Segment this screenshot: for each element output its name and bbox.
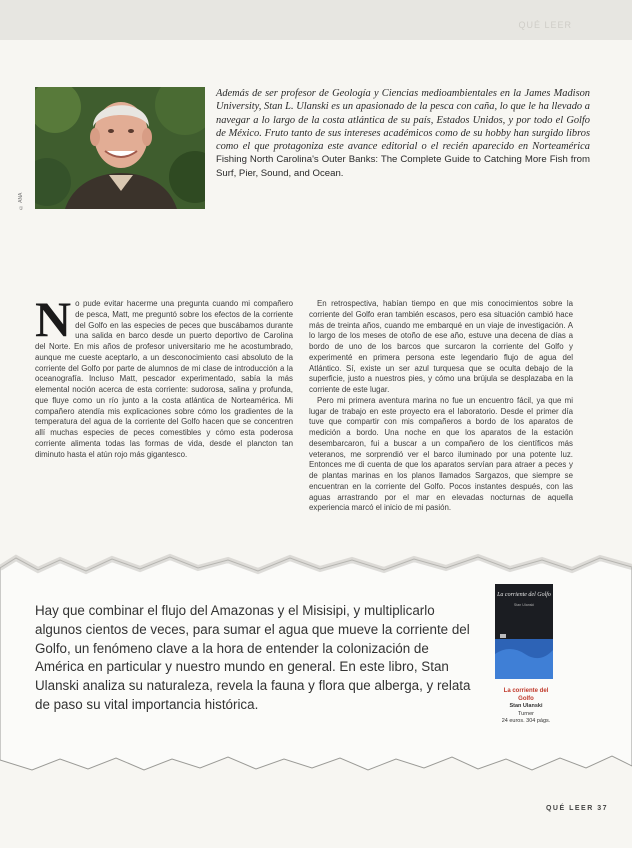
article-paragraph-3: Pero mi primera aventura marina no fue un encuentro fácil, ya que mi lugar de trabajo en este proyecto era el laboratorio. Desde el primer día tuve que compartir con mis compañeros a bordo de los aparatos de medición a bordo. Una noche en que los aparatos de la estación desembarcaron, fui a buscar a un compañero de los científicos más veteranos, me sorprendió ver el barco iluminado por una potente luz. Entonces me di cuenta de que los aparatos servían para atraer a peces y de plantas marinas en los planos llamados Sargazos, que siempre se encuentran en la corriente del Golfo. Pocos instantes después, con las aguas arrastrando por el mar en elevadas nocturnas de aquella experiencia marcó el inicio de mi pasión. [309,395,573,513]
book-caption-author: Stan Ulanski [509,703,543,709]
header-band [0,0,632,40]
header-band-text: QUÉ LEER [518,20,572,30]
bio-text: Además de ser profesor de Geología y Ciencias medioambientales en la James Madison University, Stan L. Ulanski es un apasionado de la pesca con caña, lo que le ha llevado a navegar a lo largo de la costa atlántica de su país, Estados Unidos, y por todo el Golfo de México. Fruto tanto de sus intereses académicos como de su hobby han surgido libros como el que protagoniza este avance editorial o el recién aparecido en Norteamérica [216,88,590,153]
author-portrait-image [35,87,205,209]
drop-cap: N [35,291,72,347]
article-column-right [309,299,573,514]
pull-quote: Hay que combinar el flujo del Amazonas y el Misisipi, y multiplicarlo algunos cientos de veces, para sumar el agua que mueve la corriente del Golfo, un fenómeno clave a la hora de entender la colonización de América en particular y nuestro mundo en general. En este libro, Stan Ulanski analiza su naturaleza, revela la fauna y flora que alberga, y relata de paso su vital importancia histórica. [35,603,471,712]
author-bio [216,87,590,180]
article-paragraph-2: En retrospectiva, habían tiempo en que mis conocimientos sobre la corriente del Golfo eran también escasos, pero esa situación cambió hace más de treinta años, cuando me embarqué en un viaje de investigación. A lo largo de los meses de otoño de ese año, estuve una decena de días a bordo de uno de los barcos que surcaron la corriente del Golfo y experimenté en primera persona este legendario flujo de agua del Atlántico. Sí, existe un ser azul turquesa que se oculta debajo de la superficie, justo a nuestros pies, y cómo una brújula se desplazaba en la corriente de este lugar. [309,299,573,394]
book-cover [495,584,553,679]
book-caption-title: La corriente del Golfo [503,688,549,702]
author-photo [35,87,205,209]
book-caption-price: 24 euros. 304 págs. [501,718,551,724]
book-caption-publisher: Turner [518,710,534,717]
photo-credit: © ANA [18,192,24,210]
book-caption [496,688,556,726]
book-cover-title: La corriente del Golfo [497,592,551,598]
bio-book-title: Fishing North Carolina's Outer Banks: The Complete Guide to Catching More Fish from Surf, Pier, Sound, and Ocean. [216,154,590,179]
article-column-left [35,291,293,460]
article-paragraph-1: o pude evitar hacerme una pregunta cuando mi compañero de pesca, Matt, me preguntó sobre los efectos de la corriente del Golfo en las especies de peces que buscábamos durante una salida en barco desde un puerto deportivo de Carolina del Norte. En mis años de profesor universitario me he acostumbrado, aunque me cueste aceptarlo, a un desconocimiento casi absoluto de la corriente del Golfo por parte de alumnos de mi clase de introducción a la oceanografía. Incluso Matt, pescador experimentado, sabía la más elemental noción acerca de esta corriente: sudorosa, salina y profunda, que fluye como un río junto a la costa atlántica de Norteamérica. Mi compañero atendía mis explicaciones sobre cómo los gradientes de la temperatura del agua de la corriente del Golfo hacen que se concentren allí muchas especies de peces comestibles y cómo esta poderosa corriente alimenta todas las formas de vida, desde el plancton tan diminuto hasta el atún rojo más gigantesco. [35,299,293,459]
page-folio: QUÉ LEER 37 [545,805,608,812]
book-cover-author: Stan Ulanski [513,603,535,607]
